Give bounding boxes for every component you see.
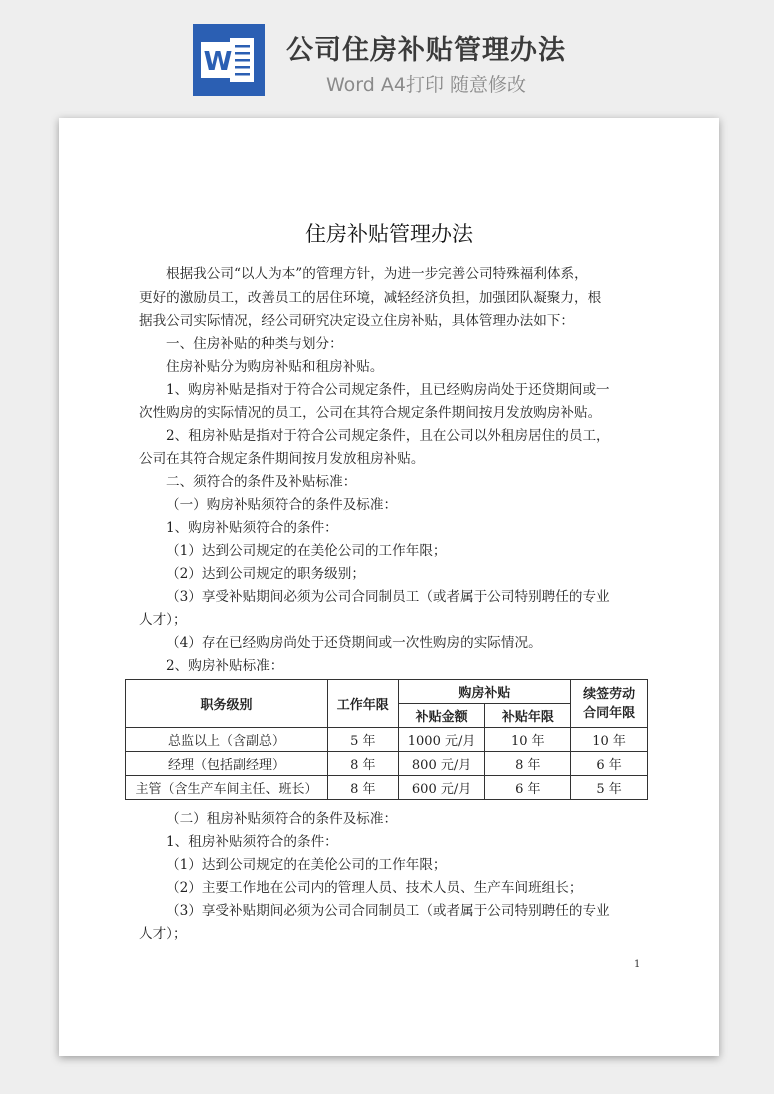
document-page [59, 118, 719, 1056]
paragraph-line: 1、购房补贴须符合的条件： [166, 520, 338, 536]
cell-level: 主管（含生产车间主任、班长） [126, 776, 328, 800]
cell-amount: 800 元/月 [398, 752, 485, 776]
list-item: （3）享受补贴期间必须为公司合同制员工（或者属于公司特别聘任的专业 [166, 589, 610, 605]
cell-years: 5 年 [327, 728, 398, 752]
cell-amount: 600 元/月 [398, 776, 485, 800]
banner [0, 0, 774, 112]
cell-contract: 6 年 [571, 752, 648, 776]
page-number: 1 [634, 959, 641, 970]
paragraph-line: 公司在其符合规定条件期间按月发放租房补贴。 [139, 451, 425, 467]
cell-level: 总监以上（含副总） [126, 728, 328, 752]
section-heading: 二、须符合的条件及补贴标准： [166, 474, 357, 490]
table-row [126, 752, 648, 776]
list-item: 人才）； [139, 926, 187, 942]
header-period: 补贴年限 [485, 704, 571, 728]
header-contract: 续签劳动合同年限 [571, 680, 648, 728]
list-item: （2）主要工作地在公司内的管理人员、技术人员、生产车间班组长； [166, 880, 583, 896]
paragraph-line: 住房补贴分为购房补贴和租房补贴。 [166, 359, 384, 375]
header-amount: 补贴金额 [398, 704, 485, 728]
subsection-heading: （二）租房补贴须符合的条件及标准： [166, 811, 398, 827]
paragraph-line: 根据我公司“以人为本”的管理方针，为进一步完善公司特殊福利体系， [166, 266, 588, 282]
list-item: （4）存在已经购房尚处于还贷期间或一次性购房的实际情况。 [166, 635, 542, 651]
header-subsidy: 购房补贴 [398, 680, 571, 704]
paragraph-line: 1、租房补贴须符合的条件： [166, 834, 338, 850]
paragraph-line: 据我公司实际情况，经公司研究决定设立住房补贴，具体管理办法如下： [139, 313, 574, 329]
section-heading: 一、住房补贴的种类与划分： [166, 336, 343, 352]
table-header-row [126, 680, 648, 704]
header-level: 职务级别 [126, 680, 328, 728]
banner-title: 公司住房补贴管理办法 [286, 35, 566, 66]
subsidy-table [125, 679, 648, 800]
document-title: 住房补贴管理办法 [305, 222, 473, 246]
paragraph-line: 1、购房补贴是指对于符合公司规定条件，且已经购房尚处于还贷期间或一 [166, 382, 610, 398]
list-item: （1）达到公司规定的在美伦公司的工作年限； [166, 857, 447, 873]
cell-years: 8 年 [327, 776, 398, 800]
cell-period: 6 年 [485, 776, 571, 800]
list-item: （2）达到公司规定的职务级别； [166, 566, 365, 582]
cell-period: 8 年 [485, 752, 571, 776]
cell-years: 8 年 [327, 752, 398, 776]
cell-level: 经理（包括副经理） [126, 752, 328, 776]
table-row [126, 776, 648, 800]
cell-amount: 1000 元/月 [398, 728, 485, 752]
paragraph-line: 2、租房补贴是指对于符合公司规定条件，且在公司以外租房居住的员工， [166, 428, 610, 444]
word-icon-letter: W [203, 47, 233, 77]
banner-subtitle: Word A4打印 随意修改 [326, 74, 527, 96]
list-item: （1）达到公司规定的在美伦公司的工作年限； [166, 543, 447, 559]
subsection-heading: （一）购房补贴须符合的条件及标准： [166, 497, 398, 513]
cell-contract: 5 年 [571, 776, 648, 800]
paragraph-line: 次性购房的实际情况的员工，公司在其符合规定条件期间按月发放购房补贴。 [139, 405, 602, 421]
cell-contract: 10 年 [571, 728, 648, 752]
word-icon [193, 24, 265, 96]
cell-period: 10 年 [485, 728, 571, 752]
list-item: （3）享受补贴期间必须为公司合同制员工（或者属于公司特别聘任的专业 [166, 903, 610, 919]
table-row [126, 728, 648, 752]
header-years: 工作年限 [327, 680, 398, 728]
list-item: 人才）； [139, 612, 187, 628]
paragraph-line: 2、购房补贴标准： [166, 658, 284, 674]
paragraph-line: 更好的激励员工，改善员工的居住环境，减轻经济负担，加强团队凝聚力，根 [139, 290, 602, 306]
